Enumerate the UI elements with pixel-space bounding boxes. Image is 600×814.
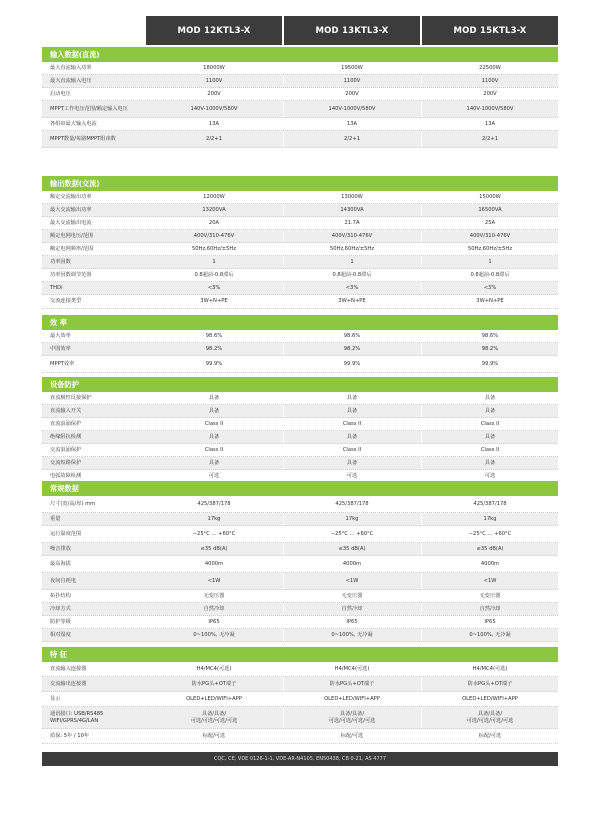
spec-value-model-3: −25°C ... +60°C	[468, 530, 512, 537]
spec-row	[42, 431, 558, 444]
spec-value-model-2: 0.8超前-0.8滞后	[332, 271, 372, 278]
section-title: 常规数据	[42, 481, 558, 496]
section-2	[42, 176, 558, 309]
spec-value-model-3: 400V/310-476V	[469, 232, 511, 239]
spec-value-model-2: <1W	[345, 577, 359, 584]
section-4	[42, 377, 558, 483]
spec-label: MPPT工作电压范围/额定输入电压	[50, 105, 128, 112]
spec-value-model-2: 具备/具备/ 可选/可选/可选/可选	[328, 711, 376, 724]
spec-value-model-3: 0~100%, 无冷凝	[469, 631, 511, 638]
spec-value-model-2: 425/387/178	[335, 500, 369, 507]
spec-label: 额定交流输出功率	[50, 193, 92, 200]
spec-label: 通讯接口: USB/RS485 WIFI/GPRS/4G/LAN	[50, 711, 104, 724]
spec-row	[42, 729, 558, 744]
spec-value-model-3: Class II	[480, 446, 500, 453]
spec-value-model-3: 140V-1000V/580V	[466, 105, 514, 112]
spec-value-model-2: 具备	[346, 459, 358, 466]
spec-value-model-3: 1	[488, 258, 492, 265]
spec-value-model-1: 具备	[208, 459, 220, 466]
spec-value-model-3: Class II	[480, 420, 500, 427]
spec-value-model-1: 具备/具备/ 可选/可选/可选/可选	[190, 711, 238, 724]
section-6	[42, 647, 558, 744]
spec-row	[42, 392, 558, 405]
spec-value-model-1: Class II	[204, 446, 224, 453]
spec-sheet	[42, 16, 558, 739]
spec-value-model-1: <3%	[207, 284, 221, 291]
spec-value-model-2: 98.2%	[343, 345, 361, 352]
spec-value-model-3: 具备/具备/ 可选/可选/可选/可选	[466, 711, 514, 724]
spec-label: 电弧故障检测	[50, 472, 82, 479]
spec-label: 夜间自耗电	[50, 577, 76, 584]
spec-label: 噪音排放	[50, 545, 71, 552]
spec-label: 绝缘阻抗检测	[50, 433, 82, 440]
spec-row	[42, 343, 558, 356]
spec-label: 直流极性反接保护	[50, 394, 92, 401]
spec-value-model-2: 14300VA	[340, 206, 364, 213]
spec-value-model-3: 具备	[484, 394, 496, 401]
spec-label: MPPT数量/每路MPPT组串数	[50, 135, 116, 142]
spec-label: 功率因数调节范围	[50, 271, 92, 278]
spec-value-model-3: 16500VA	[478, 206, 502, 213]
spec-label: 显示	[50, 695, 61, 702]
spec-value-model-1: 13200VA	[202, 206, 226, 213]
spec-value-model-2: 50Hz,60Hz/±5Hz	[329, 245, 375, 252]
spec-row	[42, 295, 558, 309]
spec-value-model-1: 无变压器	[203, 592, 225, 599]
spec-value-model-1: OLED+LED/WIFI+APP	[186, 695, 242, 702]
spec-value-model-2: 自然冷却	[341, 605, 363, 612]
spec-value-model-1: IP65	[208, 618, 220, 625]
spec-label: 最大效率	[50, 332, 71, 339]
spec-value-model-1: 12000W	[203, 193, 225, 200]
spec-value-model-2: 98.6%	[343, 332, 361, 339]
spec-row	[42, 405, 558, 418]
spec-value-model-3: 具备	[484, 433, 496, 440]
spec-value-model-3: 1100V	[481, 77, 499, 84]
model-header-15ktl3: MOD 15KTL3-X	[422, 16, 558, 45]
spec-label: 交流短路保护	[50, 459, 82, 466]
spec-label: 相对湿度	[50, 631, 71, 638]
spec-row	[42, 330, 558, 343]
spec-value-model-2: 140V-1000V/580V	[328, 105, 376, 112]
spec-row	[42, 677, 558, 692]
spec-value-model-2: 具备	[346, 407, 358, 414]
certification-footer: CQC, CE, VDE 0126-1-1, VDE-AR-N4105, EN50438, CB 0-21, AS 4777	[42, 752, 558, 766]
spec-value-model-1: 98.2%	[205, 345, 223, 352]
spec-value-model-1: 99.9%	[205, 360, 223, 367]
spec-label: 质保: 5年 / 10年	[50, 732, 90, 739]
spec-label: 中国效率	[50, 345, 71, 352]
spec-value-model-1: 98.6%	[205, 332, 223, 339]
spec-value-model-3: 50Hz,60Hz/±5Hz	[467, 245, 513, 252]
spec-value-model-1: −25°C ... +60°C	[192, 530, 236, 537]
spec-value-model-3: 98.6%	[481, 332, 499, 339]
spec-row	[42, 282, 558, 295]
section-3	[42, 315, 558, 373]
model-header-row	[42, 16, 558, 45]
spec-label: 功率因数	[50, 258, 71, 265]
spec-value-model-3: 0.8超前-0.8滞后	[470, 271, 510, 278]
spec-value-model-1: 3W+N+PE	[200, 298, 228, 305]
spec-row	[42, 556, 558, 573]
spec-value-model-2: IP65	[346, 618, 358, 625]
spec-value-model-3: 标配/可选	[478, 732, 502, 739]
spec-value-model-2: Class II	[342, 420, 362, 427]
spec-value-model-3: 98.2%	[481, 345, 499, 352]
spec-row	[42, 603, 558, 616]
spec-value-model-3: 自然冷却	[479, 605, 501, 612]
spec-row	[42, 707, 558, 729]
spec-value-model-1: 200V	[207, 90, 221, 97]
section-title: 特 征	[42, 647, 558, 662]
spec-value-model-1: 4000m	[204, 560, 224, 567]
spec-value-model-3: 3W+N+PE	[476, 298, 504, 305]
spec-label: 启动电压	[50, 90, 71, 97]
spec-row	[42, 204, 558, 217]
spec-row	[42, 526, 558, 543]
spec-value-model-1: 50Hz,60Hz/±5Hz	[191, 245, 237, 252]
section-title: 设备防护	[42, 377, 558, 392]
spec-label: 直流浪涌保护	[50, 420, 82, 427]
spec-value-model-2: 标配/可选	[340, 732, 364, 739]
spec-value-model-2: 21.7A	[344, 219, 360, 226]
spec-label: 防护等级	[50, 618, 71, 625]
spec-value-model-2: 4000m	[342, 560, 362, 567]
spec-value-model-3: 15000W	[479, 193, 501, 200]
spec-value-model-2: ≤35 dB(A)	[338, 545, 366, 552]
spec-row	[42, 573, 558, 590]
spec-value-model-3: 425/387/178	[473, 500, 507, 507]
spec-label: 直流输入开关	[50, 407, 82, 414]
spec-row	[42, 75, 558, 88]
spec-value-model-2: 具备	[346, 394, 358, 401]
section-5	[42, 481, 558, 642]
spec-value-model-2: 1100V	[343, 77, 361, 84]
spec-label: 运行温度范围	[50, 530, 82, 537]
spec-row	[42, 230, 558, 243]
spec-row	[42, 356, 558, 373]
section-title: 效 率	[42, 315, 558, 330]
spec-row	[42, 131, 558, 148]
spec-label: 冷却方式	[50, 605, 71, 612]
section-title: 输出数据(交流)	[42, 176, 558, 191]
spec-value-model-3: 无变压器	[479, 592, 501, 599]
spec-value-model-1: 具备	[208, 433, 220, 440]
spec-value-model-2: 19500W	[341, 64, 363, 71]
spec-label: 重量	[50, 515, 61, 522]
spec-value-model-1: 1	[212, 258, 216, 265]
spec-value-model-1: 18000W	[203, 64, 225, 71]
section-1	[42, 47, 558, 148]
spec-value-model-3: H4/MC4(可选)	[472, 665, 508, 672]
spec-value-model-3: 4000m	[480, 560, 500, 567]
spec-value-model-2: <3%	[345, 284, 359, 291]
model-header-12ktl3: MOD 12KTL3-X	[146, 16, 282, 45]
spec-row	[42, 496, 558, 513]
spec-value-model-2: 17kg	[345, 515, 359, 522]
spec-value-model-1: ≤35 dB(A)	[200, 545, 228, 552]
spec-value-model-3: 99.9%	[481, 360, 499, 367]
spec-label: 尺寸(宽/高/厚) mm	[50, 500, 96, 507]
spec-label: 最高海拔	[50, 560, 71, 567]
spec-value-model-3: 200V	[483, 90, 497, 97]
spec-value-model-1: 425/387/178	[197, 500, 231, 507]
spec-value-model-2: 具备	[346, 433, 358, 440]
spec-value-model-3: OLED+LED/WIFI+APP	[462, 695, 518, 702]
spec-value-model-2: 2/2+1	[344, 135, 360, 142]
spec-value-model-1: 具备	[208, 394, 220, 401]
spec-value-model-1: 防水PG头+OT端子	[191, 680, 237, 687]
spec-row	[42, 243, 558, 256]
spec-value-model-2: 99.9%	[343, 360, 361, 367]
spec-value-model-1: H4/MC4(可选)	[196, 665, 232, 672]
spec-row	[42, 269, 558, 282]
spec-value-model-2: H4/MC4(可选)	[334, 665, 370, 672]
spec-value-model-2: 13000W	[341, 193, 363, 200]
spec-row	[42, 457, 558, 470]
spec-label: 直流输入连接器	[50, 665, 87, 672]
spec-value-model-3: 22500W	[479, 64, 501, 71]
spec-value-model-1: 具备	[208, 407, 220, 414]
spec-row	[42, 418, 558, 431]
model-header-13ktl3: MOD 13KTL3-X	[284, 16, 420, 45]
spec-row	[42, 629, 558, 642]
spec-label: 最大交流输出电流	[50, 219, 92, 226]
spec-row	[42, 101, 558, 118]
spec-value-model-1: 0.8超前-0.8滞后	[194, 271, 234, 278]
spec-row	[42, 118, 558, 131]
spec-value-model-1: 400V/310-476V	[193, 232, 235, 239]
spec-value-model-3: 具备	[484, 459, 496, 466]
spec-row	[42, 444, 558, 457]
spec-value-model-1: 2/2+1	[206, 135, 222, 142]
spec-label: 各组串最大输入电流	[50, 120, 97, 127]
spec-label: 最大直流输入电压	[50, 77, 92, 84]
spec-label: 最大交流输出功率	[50, 206, 92, 213]
spec-row	[42, 217, 558, 230]
spec-value-model-1: 13A	[208, 120, 220, 127]
spec-value-model-3: ≤35 dB(A)	[476, 545, 504, 552]
spec-value-model-2: Class II	[342, 446, 362, 453]
spec-value-model-2: −25°C ... +60°C	[330, 530, 374, 537]
spec-value-model-1: 自然冷却	[203, 605, 225, 612]
spec-value-model-2: 无变压器	[341, 592, 363, 599]
spec-value-model-1: 可选	[208, 472, 220, 479]
spec-value-model-3: <3%	[483, 284, 497, 291]
spec-value-model-2: 防水PG头+OT端子	[329, 680, 375, 687]
spec-label: THDi	[50, 284, 63, 291]
spec-row	[42, 543, 558, 556]
spec-label: 拓扑结构	[50, 592, 71, 599]
spec-value-model-1: 0~100%, 无冷凝	[193, 631, 235, 638]
spec-value-model-1: Class II	[204, 420, 224, 427]
spec-value-model-2: 3W+N+PE	[338, 298, 366, 305]
spec-value-model-3: IP65	[484, 618, 496, 625]
spec-value-model-3: 17kg	[483, 515, 497, 522]
section-title: 输入数据(直流)	[42, 47, 558, 62]
spec-value-model-2: 400V/310-476V	[331, 232, 373, 239]
spec-label: 交流浪涌保护	[50, 446, 82, 453]
spec-row	[42, 513, 558, 526]
spec-value-model-2: 可选	[346, 472, 358, 479]
spec-value-model-3: 可选	[484, 472, 496, 479]
spec-row	[42, 616, 558, 629]
spec-row	[42, 88, 558, 101]
spec-value-model-3: 防水PG头+OT端子	[467, 680, 513, 687]
spec-label: 额定电网频率/范围	[50, 245, 94, 252]
spec-row	[42, 662, 558, 677]
spec-value-model-2: 13A	[346, 120, 358, 127]
spec-label: MPPT效率	[50, 360, 75, 367]
spec-value-model-1: 标配/可选	[202, 732, 226, 739]
spec-label: 交流连接类型	[50, 298, 82, 305]
spec-row	[42, 590, 558, 603]
spec-value-model-1: 140V-1000V/580V	[190, 105, 238, 112]
spec-value-model-3: 13A	[484, 120, 496, 127]
spec-label: 额定电网电压/范围	[50, 232, 94, 239]
spec-label: 交流输出连接器	[50, 680, 87, 687]
spec-value-model-1: 20A	[208, 219, 220, 226]
spec-value-model-2: 200V	[345, 90, 359, 97]
spec-row	[42, 692, 558, 707]
spec-row	[42, 62, 558, 75]
spec-value-model-2: 1	[350, 258, 354, 265]
spec-value-model-3: 具备	[484, 407, 496, 414]
spec-value-model-1: 17kg	[207, 515, 221, 522]
spec-value-model-2: 0~100%, 无冷凝	[331, 631, 373, 638]
spec-row	[42, 191, 558, 204]
spec-value-model-3: 2/2+1	[482, 135, 498, 142]
spec-value-model-1: <1W	[207, 577, 221, 584]
spec-label: 最大直流输入功率	[50, 64, 92, 71]
spec-value-model-2: OLED+LED/WIFI+APP	[324, 695, 380, 702]
spec-row	[42, 256, 558, 269]
spec-value-model-3: 25A	[484, 219, 496, 226]
spec-value-model-3: <1W	[483, 577, 497, 584]
spec-value-model-1: 1100V	[205, 77, 223, 84]
